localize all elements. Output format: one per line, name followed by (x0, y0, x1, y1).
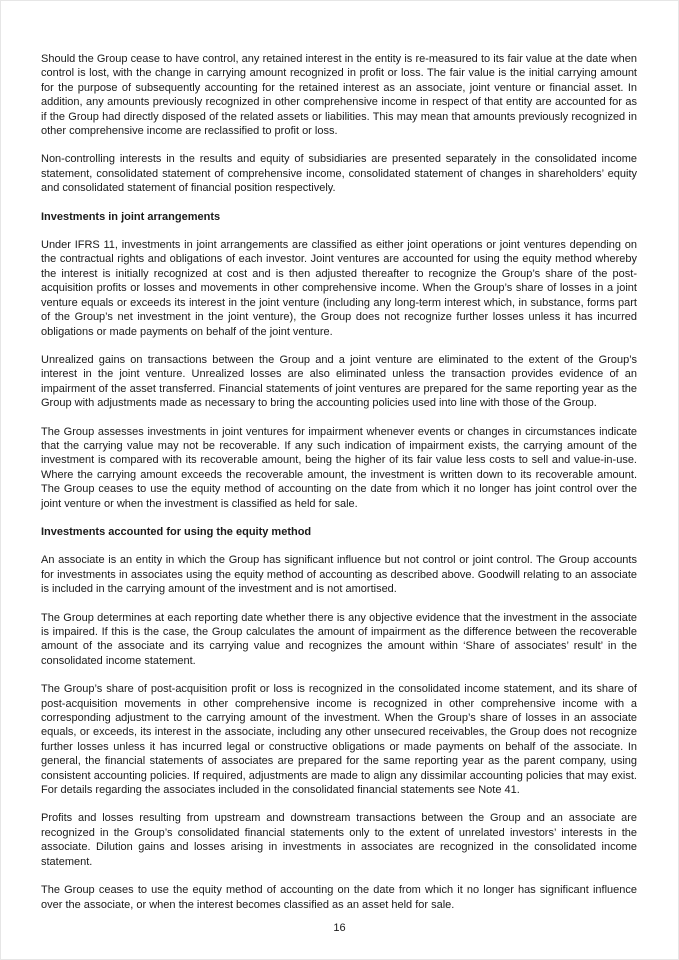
paragraph-post-acquisition-share: The Group’s share of post-acquisition profit or loss is recognized in the consolidated income statement, and its share of post-acquisition movements in other comprehensive income is recognized in other comprehensive income with a corresponding adjustment to the carrying amount of the investment. When the Group’s share of losses in an associate equals, or exceeds, its interest in the associate, including any other unsecured receivables, the Group does not recognize further losses unless it has incurred legal or constructive obligations or made payments on behalf of the associate. In general, the financial statements of associates are prepared for the same reporting year as the parent company, using consistent accounting policies. If required, adjustments are made to align any dissimilar accounting policies that may exist. For details regarding the associates included in the consolidated financial statements see Note 41. (41, 683, 637, 797)
paragraph-joint-venture-impairment: The Group assesses investments in joint ventures for impairment whenever events or changes in circumstances indicate that the carrying value may not be recoverable. If any such indication of impairment exists, the carrying amount of the investment is compared with its recoverable amount, being the higher of its fair value less costs to sell and value-in-use. Where the carrying amount exceeds the recoverable amount, the investment is written down to its recoverable amount. The Group ceases to use the equity method of accounting on the date from which it no longer has joint control over the joint venture or when the investment is classified as held for sale. (41, 425, 637, 510)
paragraph-unrealized-gains-joint-venture: Unrealized gains on transactions between the Group and a joint venture are eliminated to the extent of the Group’s interest in the joint venture. Unrealized losses are also eliminated unless the transaction provides evidence of an impairment of the asset transferred. Financial statements of joint ventures are prepared for the same reporting year as the Group with adjustments made as necessary to bring the accounting policies used into line with those of the Group. (41, 353, 637, 410)
section-heading-equity-method: Investments accounted for using the equity method (41, 525, 312, 538)
paragraph-cease-equity-method: The Group ceases to use the equity method of accounting on the date from which it no longer has significant influence over the associate, or when the interest becomes classified as an asset held for sale. (41, 884, 637, 911)
paragraph-associate-definition: An associate is an entity in which the Group has significant influence but not control or joint control. The Group accounts for investments in associates using the equity method of accounting as described above. Goodwill relating to an associate is included in the carrying amount of the investment and is not amortised. (41, 554, 637, 596)
page-number: 16 (333, 922, 346, 934)
paragraph-non-controlling-interests: Non-controlling interests in the results and equity of subsidiaries are presented separately in the consolidated income statement, consolidated statement of comprehensive income, consolidated statement of changes in shareholders’ equity and consolidated statement of financial position respectively. (41, 153, 637, 195)
paragraph-loss-of-control: Should the Group cease to have control, any retained interest in the entity is re-measured to its fair value at the date when control is lost, with the change in carrying amount recognized in profit or loss. The fair value is the initial carrying amount for the purpose of subsequently accounting for the retained interest as an associate, joint venture or financial asset. In addition, any amounts previously recognized in other comprehensive income in respect of that entity are accounted for as if the Group had directly disposed of the related assets or liabilities. This may mean that amounts previously recognized in other comprehensive income are reclassified to profit or loss. (41, 53, 637, 138)
section-heading-joint-arrangements: Investments in joint arrangements (41, 210, 221, 223)
paragraph-upstream-downstream-transactions: Profits and losses resulting from upstream and downstream transactions between the Group and an associate are recognized in the Group’s consolidated financial statements only to the extent of unrelated investors’ interests in the associate. Dilution gains and losses arising in investments in associates are recognized in the consolidated income statement. (41, 812, 637, 868)
paragraph-ifrs11-joint-arrangements: Under IFRS 11, investments in joint arrangements are classified as either joint operations or joint ventures depending on the contractual rights and obligations of each investor. Joint ventures are accounted for using the equity method whereby the interest is initially recognized at cost and is then adjusted thereafter to recognize the Group’s share of the post-acquisition profits or losses and movements in other comprehensive income. When the Group’s share of losses in a joint venture equals or exceeds its interest in the joint venture (including any long-term interest which, in substance, forms part of the Group’s net investment in the joint venture), the Group does not recognize further losses unless it has incurred obligations or made payments on behalf of the joint venture. (41, 239, 637, 338)
paragraph-associate-impairment: The Group determines at each reporting date whether there is any objective evidence that the investment in the associate is impaired. If this is the case, the Group calculates the amount of impairment as the difference between the recoverable amount of the associate and its carrying value and recognizes the amount within ‘Share of associates’ result’ in the consolidated income statement. (41, 611, 637, 667)
